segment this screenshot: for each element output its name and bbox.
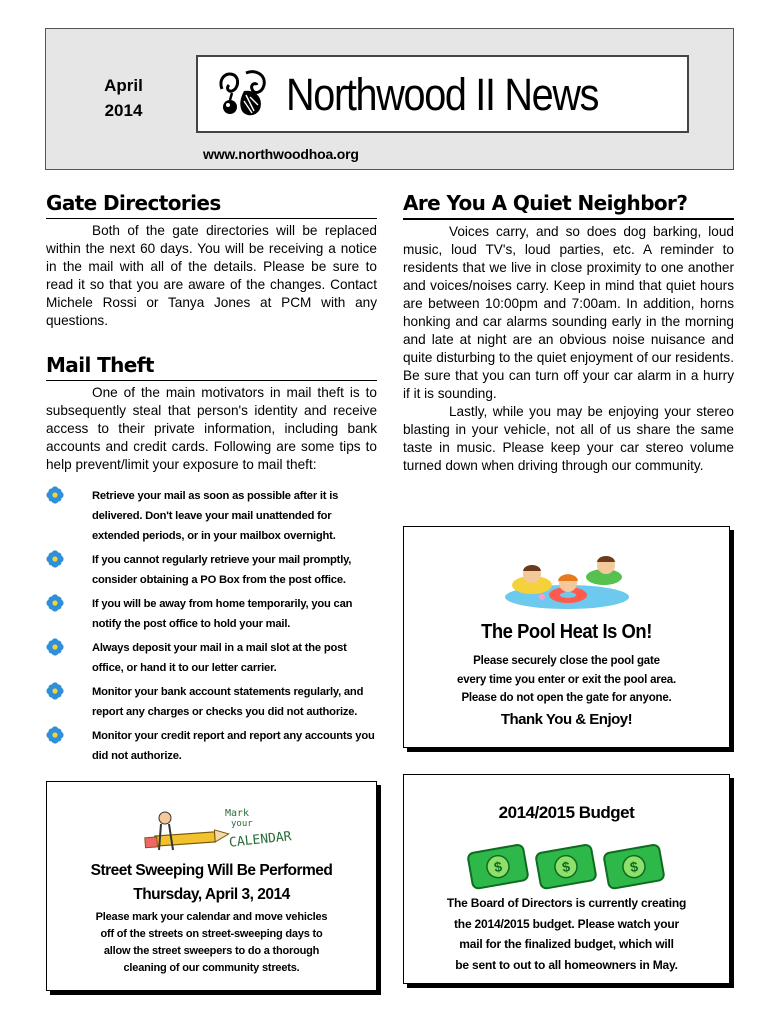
tip-item [46, 594, 377, 634]
mail-body: One of the main motivators in mail theft is to subsequently steal that person's identity and receive access to their private information, including bank accounts and credit cards. Following are some tips to help prevent/limit your exposure to mail theft: [46, 385, 377, 472]
pool-line-1: Please securely close the pool gate [473, 655, 660, 667]
flower-bullet-icon [46, 726, 64, 744]
quiet-para-1: Voices carry, and so does dog barking, loud music, loud TV's, loud parties, etc. A reminder to residents that we live in close proximity to one another and voices/noises carry. Keep in mind that quiet hours are between 10:00pm and 7:00am. In addition, horns honking and car alarms sounding early in the morning and late at night are an obvious noise nuisance and quite disturbing to the quiet enjoyment of our residents. Be sure that you can turn off your car alarm in a hurry if it is sounding. [403, 224, 734, 401]
budget-line-4: be sent to out to all homeowners in May. [455, 957, 678, 972]
tip-text: If you cannot regularly retrieve your mail promptly, consider obtaining a PO Box from the post office. [92, 554, 352, 586]
pool-text [404, 652, 729, 708]
issue-date [86, 73, 161, 123]
flower-bullet-icon [46, 638, 64, 656]
budget-line-1: The Board of Directors is currently creating [446, 896, 687, 910]
quiet-heading: Are You A Quiet Neighbor? [403, 190, 734, 220]
budget-title: 2014/2015 Budget [498, 803, 635, 822]
svg-text:$: $ [628, 858, 640, 876]
flower-bullet-icon [46, 682, 64, 700]
pool-line-3: Please do not open the gate for anyone. [461, 692, 672, 704]
mark-calendar-clipart-icon [125, 804, 305, 860]
mail-heading: Mail Theft [46, 352, 377, 381]
pool-kids-icon [502, 547, 632, 611]
street-date: Thursday, April 3, 2014 [133, 886, 290, 903]
budget-text [404, 893, 729, 975]
flower-bullet-icon [46, 594, 64, 612]
tip-text: Always deposit your mail in a mail slot at the post office, or hand it to our letter carrier. [92, 642, 347, 674]
left-column [46, 190, 377, 770]
tip-item [46, 550, 377, 590]
tip-text: Monitor your bank account statements regularly, and report any charges or checks you did not authorize. [92, 686, 364, 718]
street-line-1: Please mark your calendar and move vehicles [95, 911, 328, 923]
gate-body: Both of the gate directories will be replaced within the next 60 days. You will be receiving a notice in the mail with all of the details. Please be sure to read it so that you are aware of the changes. Contact Michele Rossi or Tanya Jones at PCM with any questions. [46, 223, 377, 328]
flower-bullet-icon [46, 550, 64, 568]
pool-title: The Pool Heat Is On! [481, 621, 652, 643]
clip-calendar-text: CALENDAR [228, 829, 293, 851]
tip-item [46, 682, 377, 722]
budget-line-2: the 2014/2015 budget. Please watch your [454, 916, 679, 931]
website-url[interactable]: www.northwoodhoa.org [203, 146, 359, 162]
street-line-4: cleaning of our community streets. [123, 962, 300, 974]
budget-notice-box [403, 774, 730, 984]
newsletter-title: Northwood II News [286, 69, 599, 120]
tip-text: Retrieve your mail as soon as possible after it is delivered. Don't leave your mail unattended for extended periods, or in your mailbox overnight. [92, 490, 339, 542]
gate-heading: Gate Directories [46, 190, 377, 219]
pool-line-2: every time you enter or exit the pool area. [457, 673, 676, 686]
tip-item [46, 726, 377, 766]
issue-month: April [104, 76, 143, 95]
flower-bullet-icon [46, 486, 64, 504]
tip-text: If you will be away from home temporarily, you can notify the post office to hold your mail. [92, 598, 353, 630]
pool-thanks: Thank You & Enjoy! [500, 711, 633, 728]
tip-item [46, 638, 377, 678]
leaf-logo-icon [216, 67, 272, 121]
budget-line-3: mail for the finalized budget, which will [459, 937, 674, 951]
street-line-2: off of the streets on street-sweeping days to [100, 928, 323, 940]
money-bills-icon [466, 837, 666, 897]
svg-text:$: $ [560, 858, 572, 876]
street-title: Street Sweeping Will Be Performed [90, 862, 333, 879]
tip-text: Monitor your credit report and report any accounts you did not authorize. [92, 730, 375, 762]
street-text [47, 909, 376, 977]
issue-year: 2014 [104, 101, 143, 120]
quiet-para-2: Lastly, while you may be enjoying your stereo blasting in your vehicle, not all of us share the same taste in music. Please keep your car stereo volume turned down when driving through our community. [403, 404, 734, 473]
pool-notice-box [403, 526, 730, 748]
clip-your-text: your [231, 819, 253, 829]
clip-mark-text: Mark [225, 808, 250, 819]
street-sweeping-box [46, 781, 377, 991]
svg-text:$: $ [492, 858, 504, 876]
right-column [403, 190, 734, 475]
tip-item [46, 486, 377, 546]
title-box [196, 55, 689, 133]
street-line-3: allow the street sweepers to do a thorough [103, 945, 320, 957]
masthead [45, 28, 734, 170]
mail-tips-list [46, 486, 377, 766]
